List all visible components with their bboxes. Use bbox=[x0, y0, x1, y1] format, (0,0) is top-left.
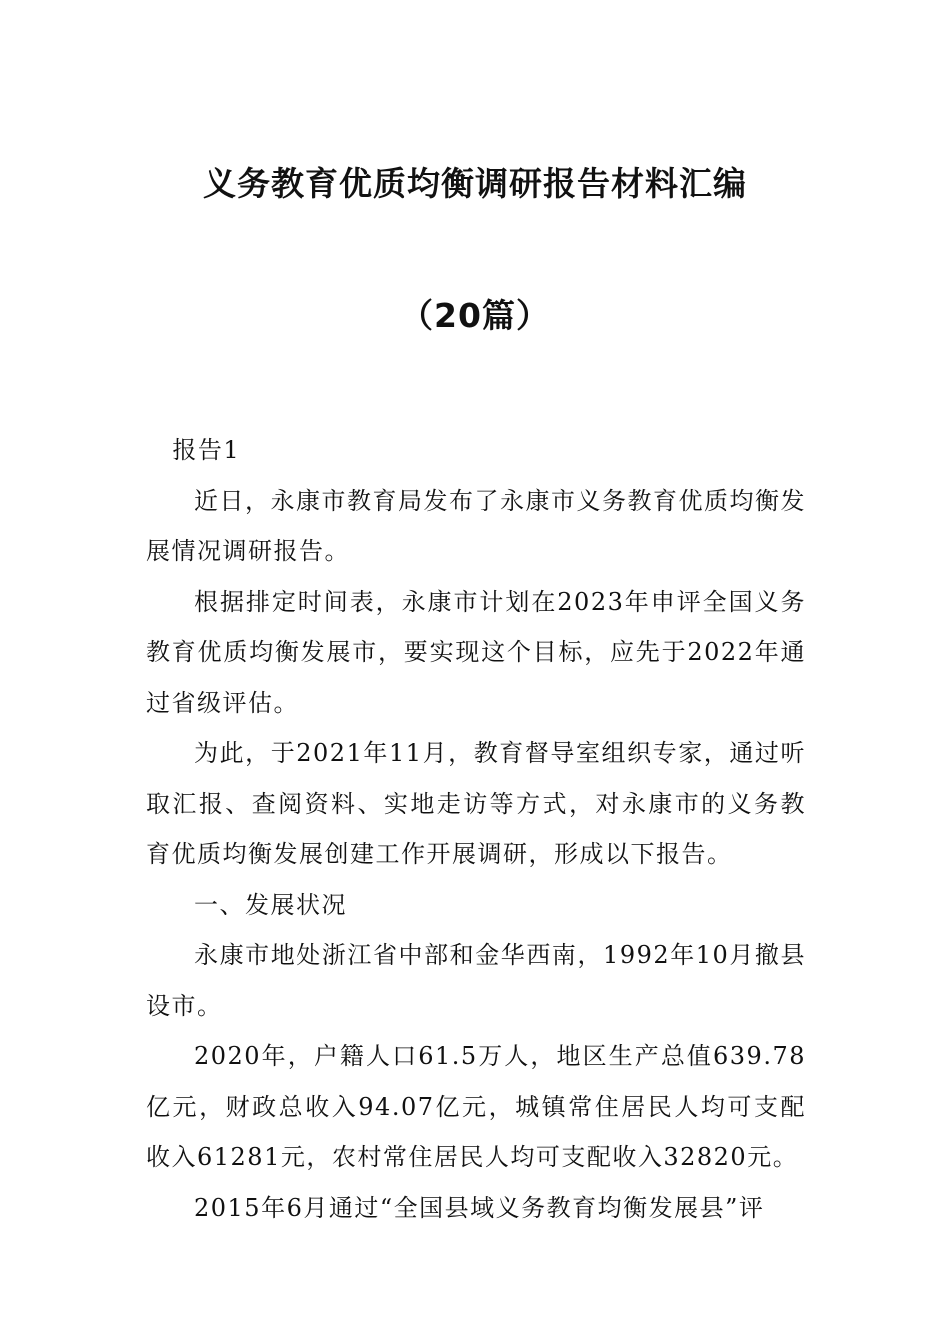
paragraph-history: 2015年6月通过“全国县域义务教育均衡发展县”评 bbox=[194, 1193, 765, 1222]
paragraph-location: 永康市地处浙江省中部和金华西南，1992年10月撤县设市。 bbox=[146, 941, 806, 1020]
paragraph-survey: 为此，于2021年11月，教育督导室组织专家，通过听取汇报、查阅资料、实地走访等方式，对永康市的义务教育优质均衡发展创建工作开展调研，形成以下报告。 bbox=[146, 739, 806, 868]
document-title: 义务教育优质均衡调研报告材料汇编 bbox=[203, 164, 747, 203]
paragraph-intro: 近日，永康市教育局发布了永康市义务教育优质均衡发展情况调研报告。 bbox=[146, 486, 806, 565]
section-heading: 一、发展状况 bbox=[194, 890, 347, 919]
paragraph-statistics: 2020年，户籍人口61.5万人，地区生产总值639.78亿元，财政总收入94.07亿元，城镇常住居民人均可支配收入61281元，农村常住居民人均可支配收入32820元。 bbox=[146, 1042, 806, 1171]
document-subtitle: （20篇） bbox=[400, 296, 550, 335]
document-body bbox=[146, 425, 806, 1233]
paragraph-schedule: 根据排定时间表，永康市计划在2023年申评全国义务教育优质均衡发展市，要实现这个目标，应先于2022年通过省级评估。 bbox=[146, 587, 806, 717]
report-label: 报告1 bbox=[172, 436, 241, 464]
